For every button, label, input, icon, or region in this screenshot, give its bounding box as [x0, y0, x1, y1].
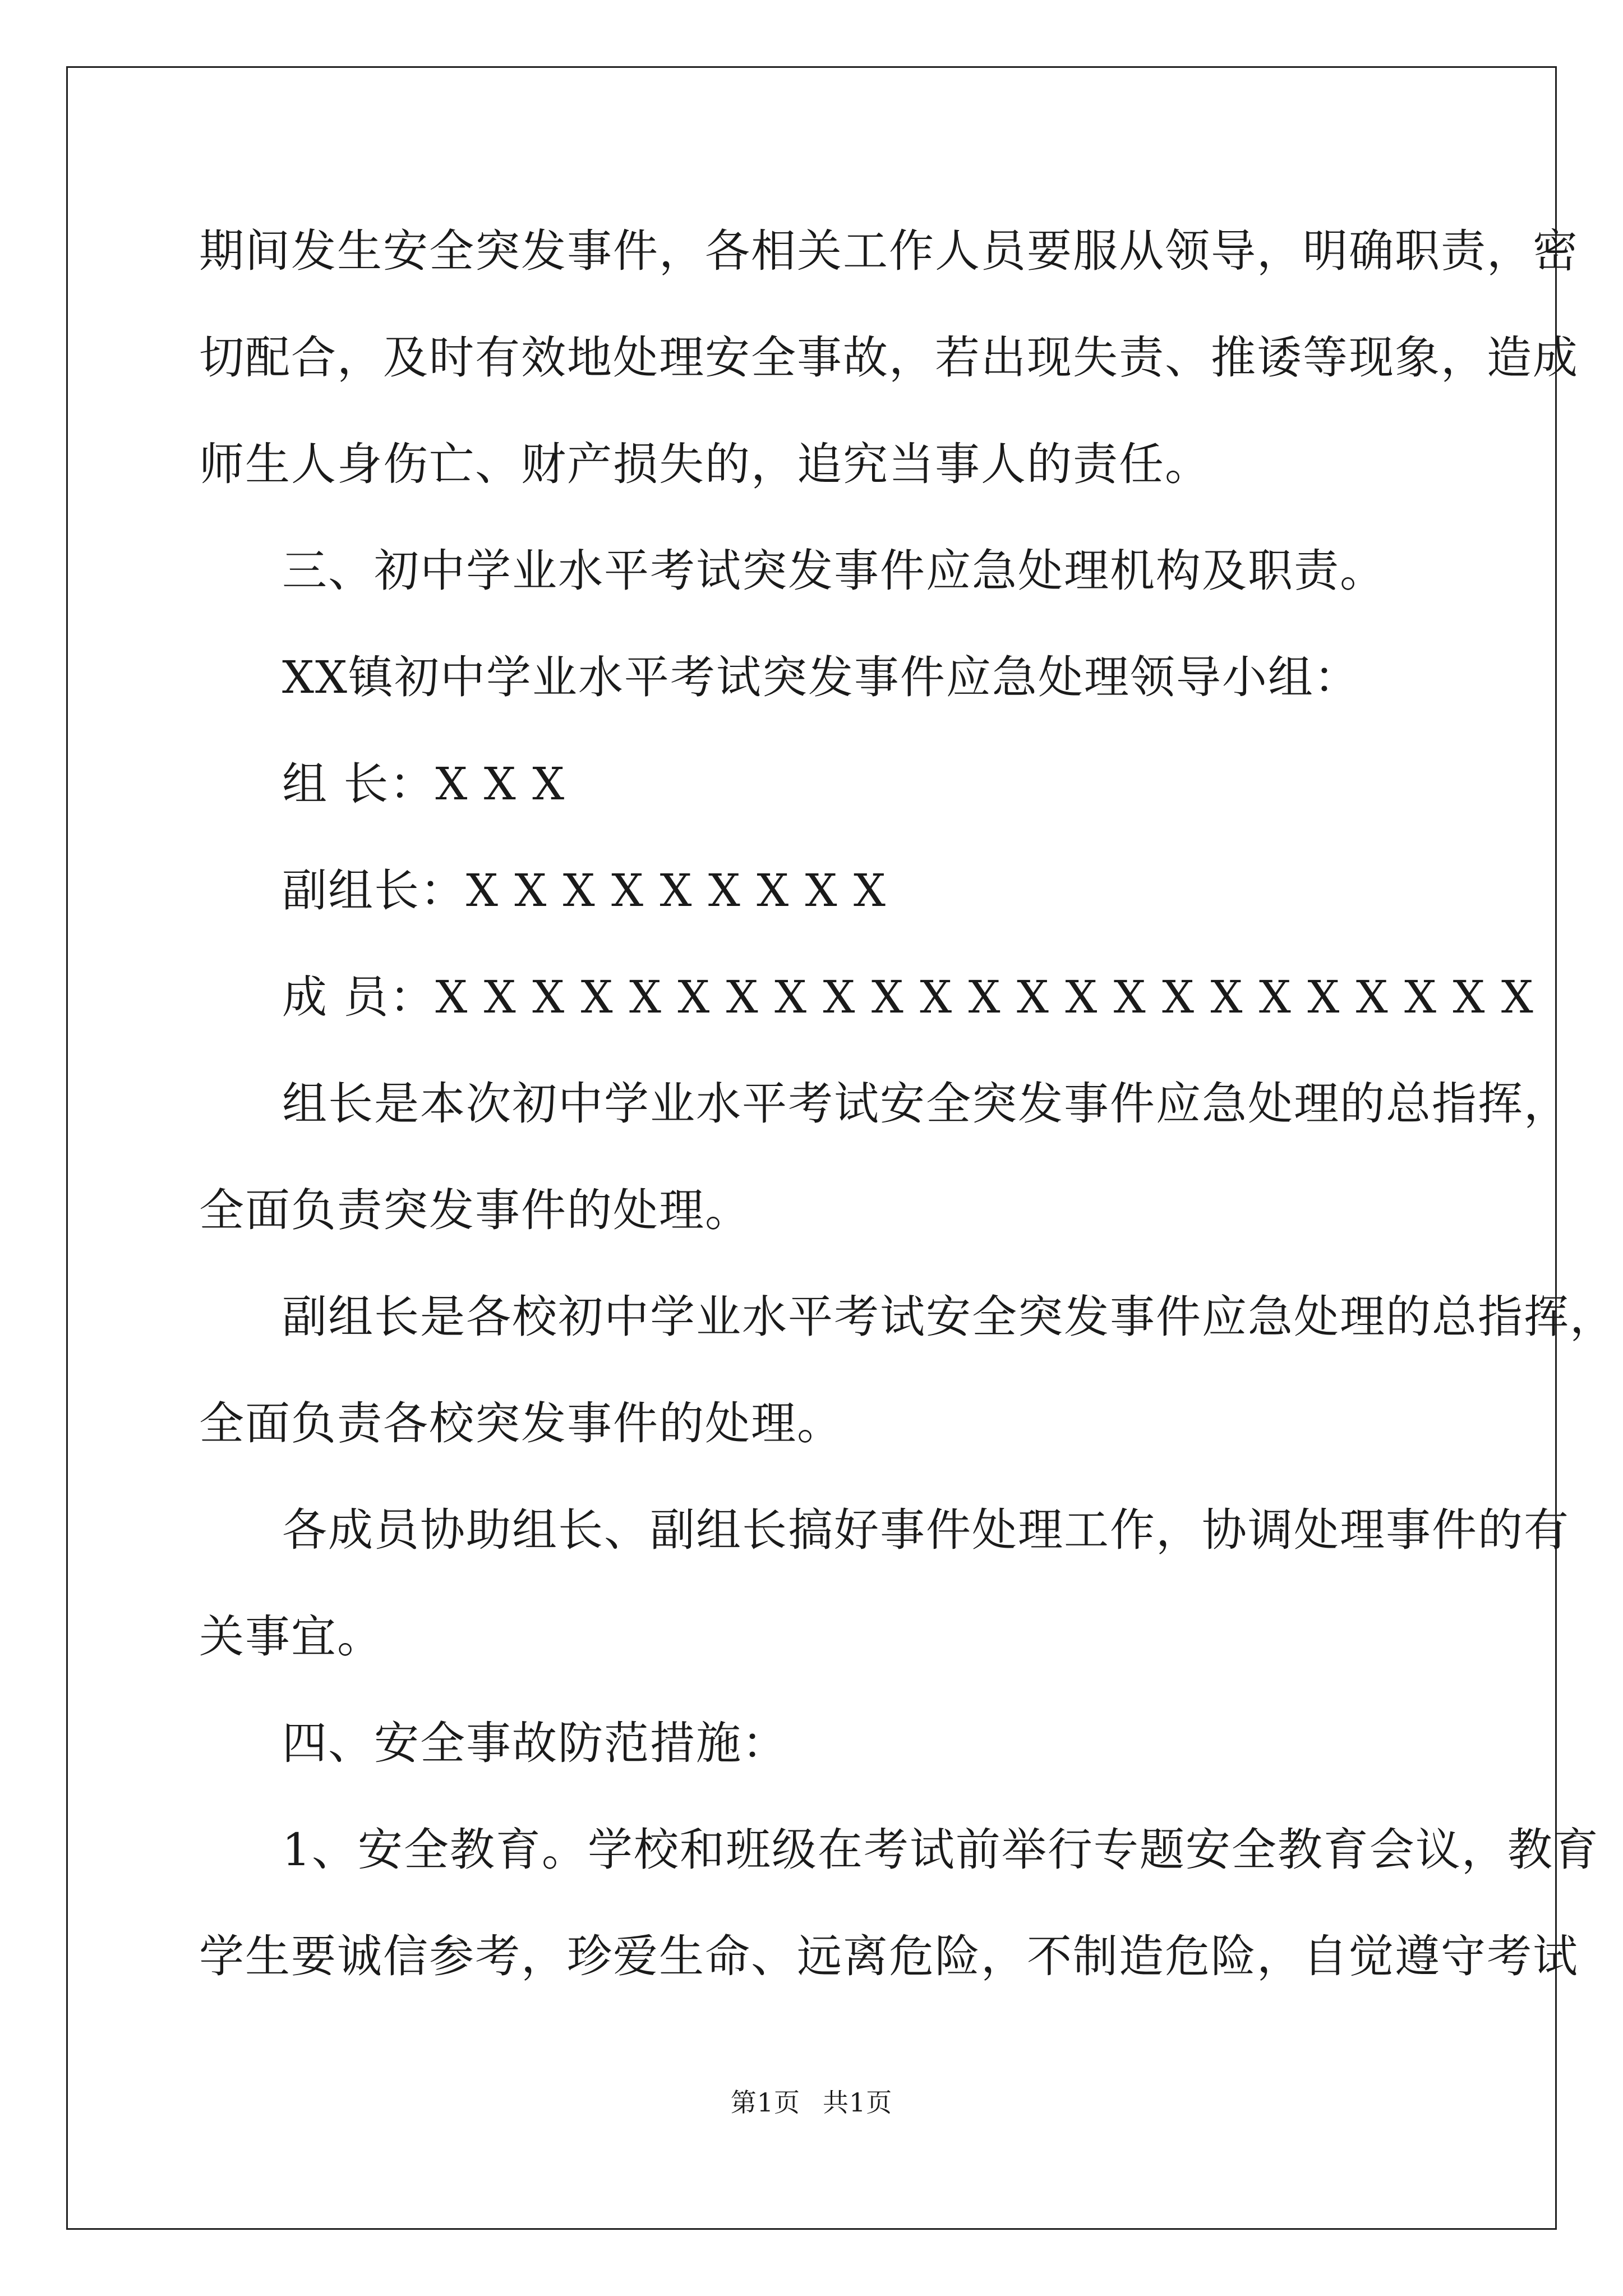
text-line: 全面负责突发事件的处理。 — [199, 1184, 751, 1236]
text-line: 副组长是各校初中学业水平考试安全突发事件应急处理的总指挥， — [282, 1291, 1616, 1343]
text-line: 学生要诚信参考，珍爱生命、远离危险，不制造危险，自觉遵守考试 — [199, 1930, 1579, 1982]
text-line: 关事宜。 — [199, 1611, 383, 1663]
text-line: 期间发生安全突发事件，各相关工作人员要服从领导，明确职责，密 — [199, 225, 1579, 277]
text-line: 切配合，及时有效地处理安全事故，若出现失责、推诿等现象，造成 — [199, 332, 1579, 384]
text-line: 全面负责各校突发事件的处理。 — [199, 1397, 843, 1450]
section-heading-4: 四、安全事故防范措施： — [282, 1717, 788, 1769]
text-line: 各成员协助组长、副组长搞好事件处理工作，协调处理事件的有 — [282, 1504, 1570, 1556]
text-line: 师生人身伤亡、财产损失的，追究当事人的责任。 — [199, 438, 1211, 490]
members-line: 成 员：X X X X X X X X X X X X X X X X X X X X X X X — [282, 971, 1534, 1023]
page-footer — [0, 2086, 1623, 2119]
text-line: 1、安全教育。学校和班级在考试前举行专题安全教育会议，教育 — [282, 1824, 1599, 1876]
deputy-leader-line: 副组长：X X X X X X X X X — [282, 864, 887, 917]
page-total: 共1页 — [823, 2087, 893, 2118]
section-heading-3: 三、初中学业水平考试突发事件应急处理机构及职责。 — [282, 545, 1386, 597]
text-line: 组长是本次初中学业水平考试安全突发事件应急处理的总指挥， — [282, 1078, 1570, 1130]
page-border — [66, 66, 1557, 2230]
leader-line: 组 长：X X X — [282, 758, 566, 810]
text-line: XX镇初中学业水平考试突发事件应急处理领导小组： — [282, 651, 1360, 703]
page-number: 第1页 — [730, 2087, 800, 2118]
